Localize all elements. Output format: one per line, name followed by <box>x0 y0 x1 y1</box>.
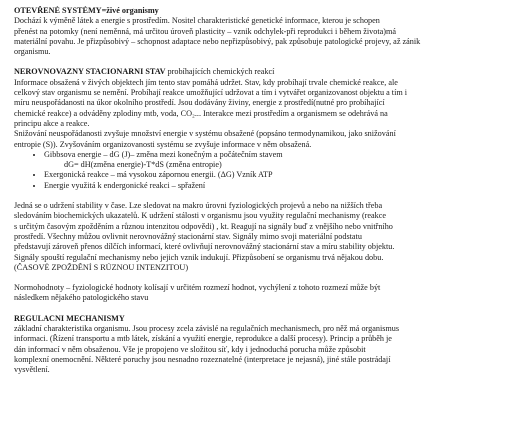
paragraph-line: základní charakteristika organismu. Jsou procesy zcela závislé na regulačních mechanismech, pro něž má organismus <box>14 324 400 334</box>
paragraph-line: představují zároveň přenos dílčích informací, které ovlivňují nerovnovážný stacionární stav a míru stability objektu. <box>14 242 395 252</box>
paragraph-line: Snižování neuspořádanosti zvyšuje množství energie v systému obsažené (popsáno termodynamikou, jako snižování <box>14 129 396 139</box>
paragraph-line: principu akce a reakce. <box>14 118 90 128</box>
section-title-light: probíhajících chemických reakcí <box>165 67 275 77</box>
paragraph-line: Signály spouští regulační mechanismy nebo jejich vznik indukují. Přizpůsobení se organismu trvá nějakou dobu. <box>14 252 384 262</box>
paragraph-line: Normohodnoty – fyziologické hodnoty kolísají v určitém rozmezí hodnot, vychýlení z tohoto rozmezí může být <box>14 283 381 293</box>
formula-line: dG= dH(změna energie)-T*dS (změna entropie) <box>64 160 222 170</box>
paragraph-line: přenést na potomky (není neměnná, má určitou úroveň plasticity – vznik odchylek-při reprodukci i během života)má <box>14 26 396 36</box>
paragraph-line: dán informací v něm obsaženou. Vše je propojeno ve složitou síť, kdy i jednoduchá porucha může způsobit <box>14 344 366 354</box>
spacer <box>14 273 507 283</box>
paragraph-line: (ČASOVÉ ZPOŽDĚNÍ S RŮZNOU INTENZITOU) <box>14 262 189 272</box>
paragraph-line: Jedná se o udržení stability v čase. Lze sledovat na makro úrovni fyziologických projevů a nebo na nižších třeba <box>14 201 383 211</box>
paragraph-line: celkový stav organismu se nemění. Probíhají reakce umožňující udržovat a tím i vytvářet organizovanost objektu a tím i <box>14 88 408 98</box>
paragraph-line: následkem nějakého patologického stavu <box>14 293 149 303</box>
spacer <box>14 57 507 67</box>
bullet-item <box>44 150 507 171</box>
paragraph-line: sledováním biochemických ukazatelů. K udržení stálosti v organismu jsou využity regulační mechanismy (reakce <box>14 211 387 221</box>
paragraph-line: materiální povahu. Je přizpůsobivý – schopnost adaptace nebo nepřizpůsobivý, pak způsobuje patologické projevy, až zánik <box>14 36 421 46</box>
paragraph-line: komplexní onemocnění. Některé poruchy jsou nesnadno rozeznatelné (interpretace je nejasná), jiné stále postrádají <box>14 354 391 364</box>
paragraph-line: prostředí. Všechny můžou ovlivnit nerovnovážný stacionární stav. Signály mimo svoji materiální podstatu <box>14 231 362 241</box>
section-title-open-systems: OTEVŘENÉ SYSTÉMY=živé organismy <box>14 6 159 15</box>
section-title-nonequilibrium <box>14 67 507 77</box>
paragraph-line: s určitým časovým zpožděním a různou intenzitou odpovědi) , kt. Reagují na signály buď z vnějšího nebo vnitřního <box>14 221 393 231</box>
paragraph-line: míru neuspořádanosti na úkor okolního prostředí. Jsou dodávány živiny, energie z prostředí(nutné pro probíhající <box>14 98 385 108</box>
bullet-text: Gibbsova energie – dG (J)– změna mezi konečným a počátečním stavem <box>44 149 283 159</box>
spacer <box>14 304 507 314</box>
paragraph-line: entropie (S)). Zvyšováním organizovanosti systému se zvyšuje informace v něm obsažená. <box>14 139 312 149</box>
section-title-regulation: REGULACNI MECHANISMY <box>14 313 125 323</box>
bullet-list <box>14 150 507 191</box>
paragraph-line: vysvětlení. <box>14 365 50 375</box>
bullet-item: • Energie využitá k endergonické reakci – spřažení <box>44 181 507 191</box>
paragraph-line: Dochází k výměně látek a energie s prostředím. Nositel charakteristické genetické informace, kterou je schopen <box>14 16 380 26</box>
spacer <box>14 191 507 201</box>
paragraph-line: Informace obsažená v živých objektech jím tento stav pomáhá udržet. Stav, kdy probíhají trvale chemické reakce, ale <box>14 77 398 87</box>
paragraph-line: chemické reakce) a odváděny zplodiny mtb, voda, CO₂... Interakce mezi prostředím a organismem se odehrává na <box>14 108 388 118</box>
section-title-bold: NEROVNOVAZNY STACIONARNI STAV <box>14 67 166 77</box>
bullet-item: • Exergonická reakce – má vysokou zápornou energii. (ΔG) Vzník ATP <box>44 170 507 180</box>
paragraph-line: organismu. <box>14 47 51 57</box>
paragraph-line: informaci. (Řízení transportu a mtb látek, získání a využití energie, reprodukce a další procesy). Princip a průběh je <box>14 334 392 344</box>
